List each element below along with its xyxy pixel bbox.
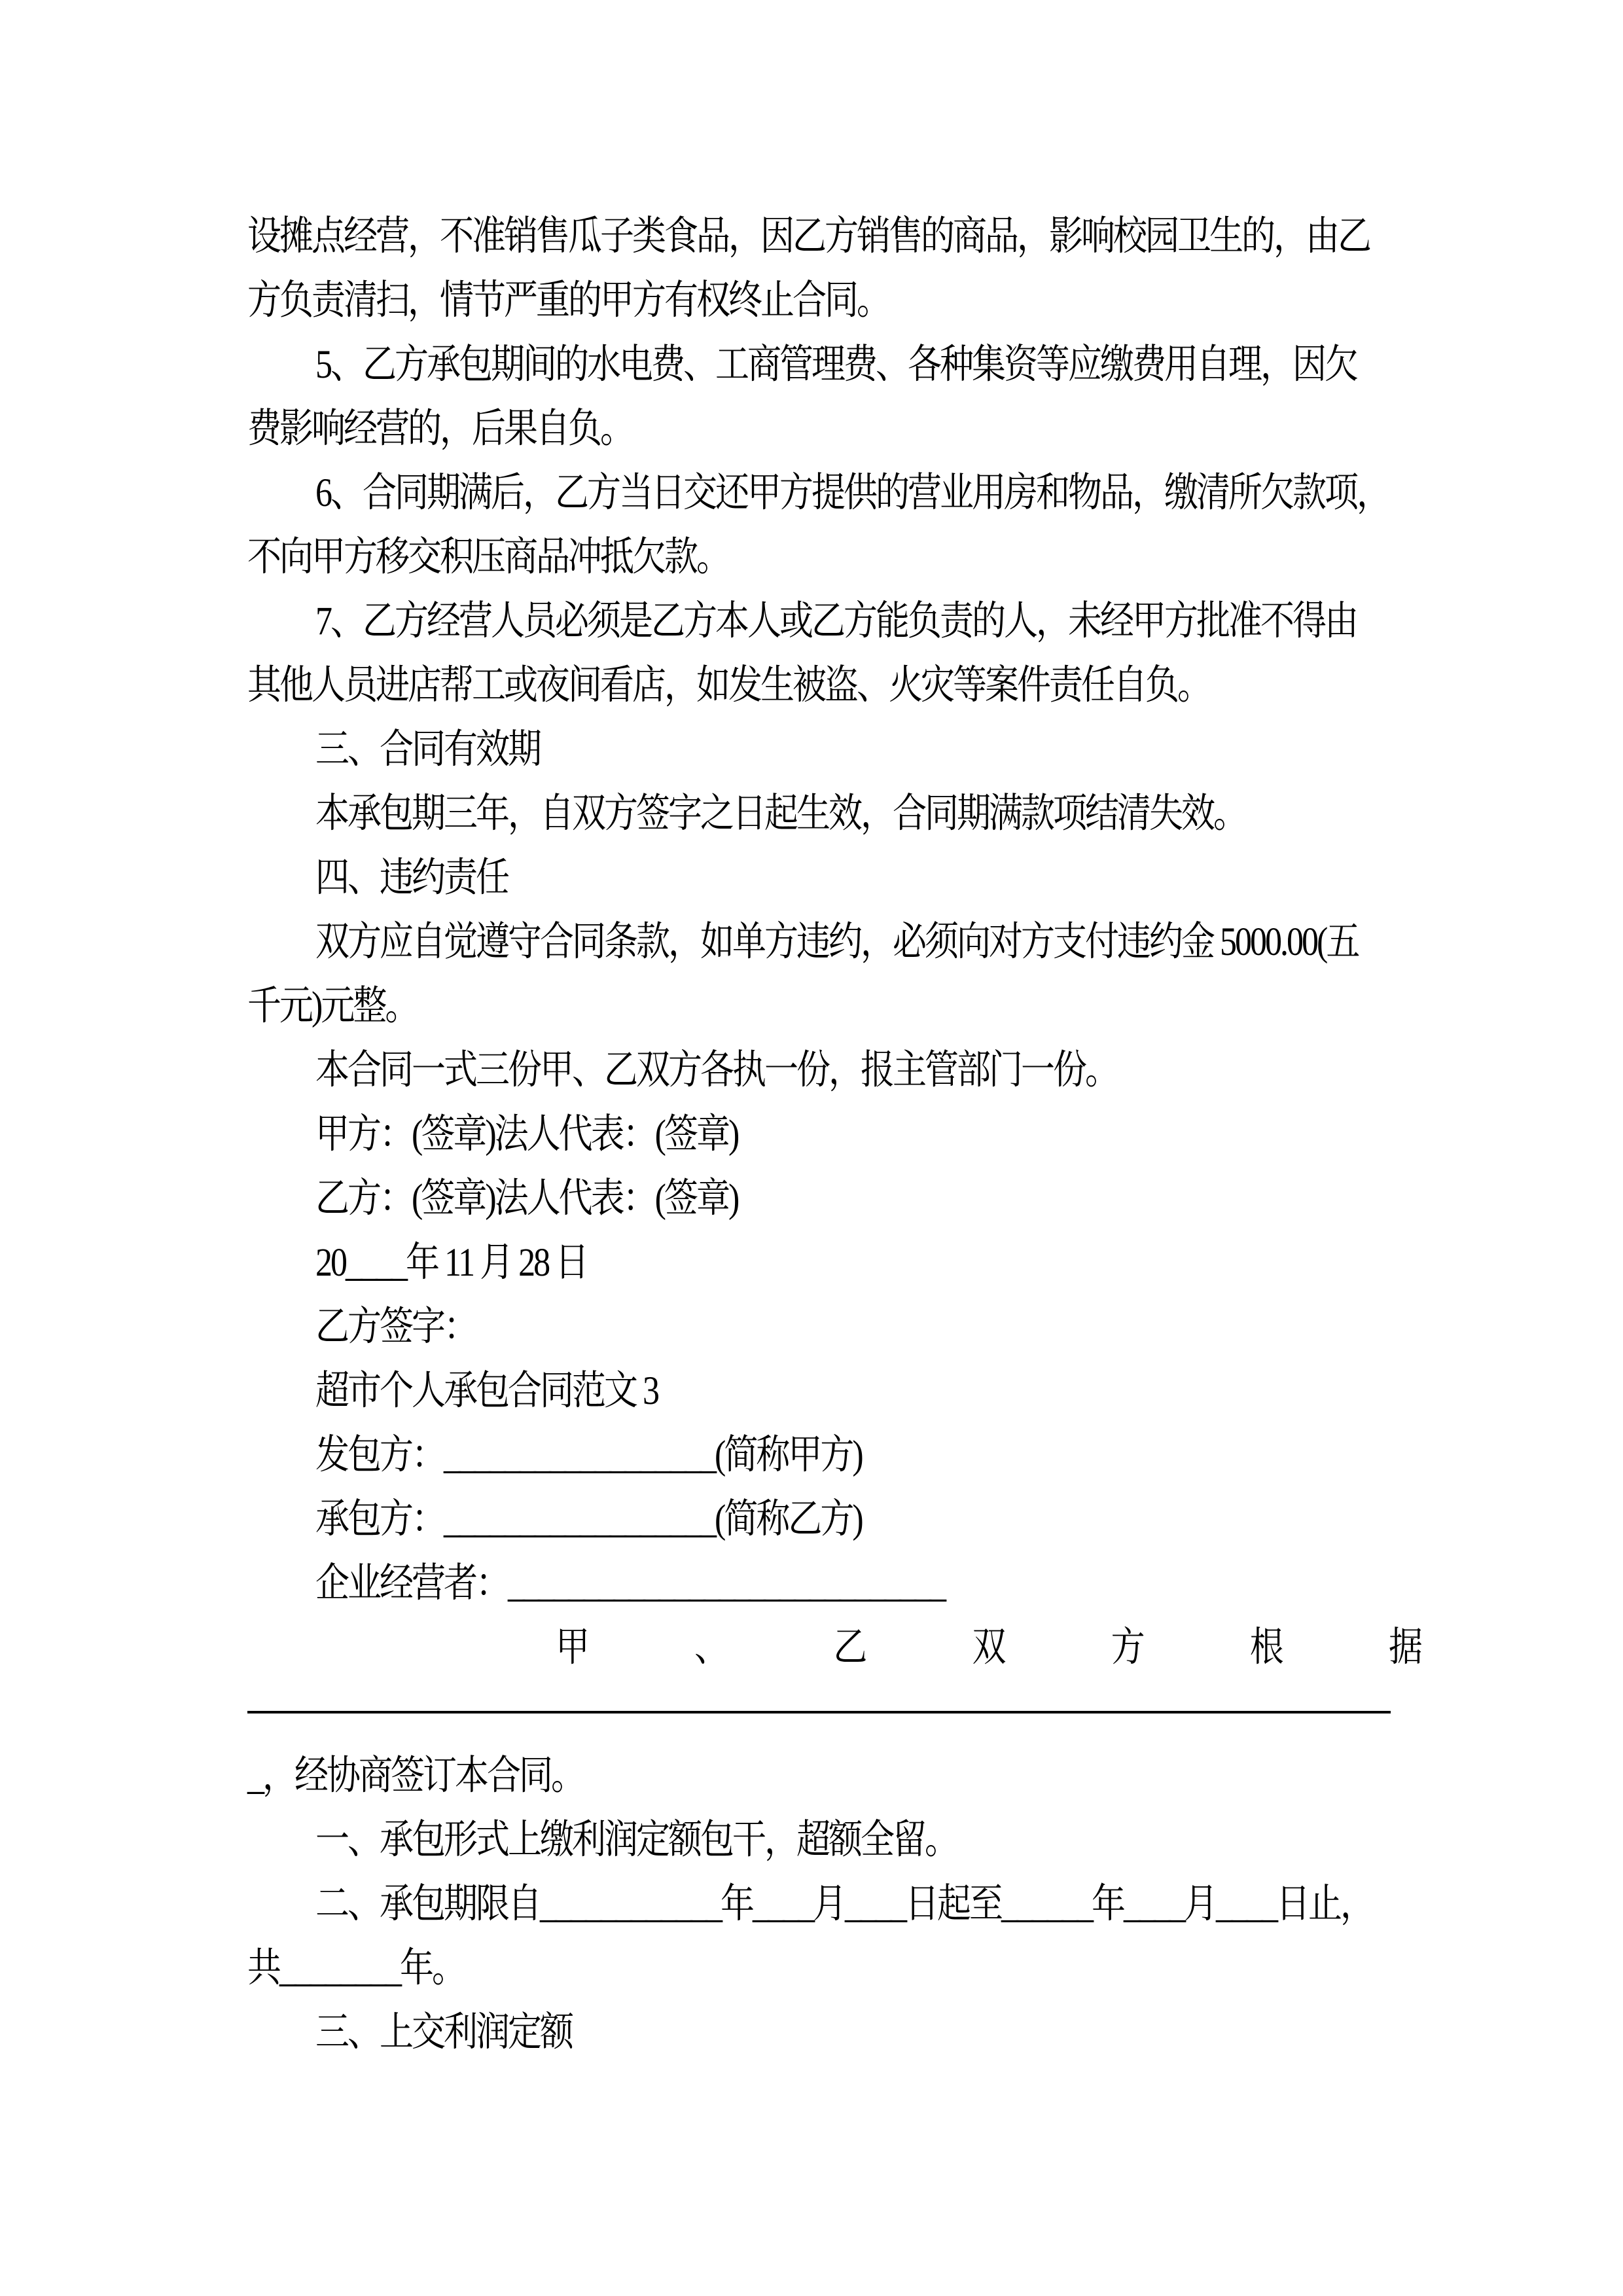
document-line: 千元)元整。 [247, 984, 418, 1029]
spread-char: 方 [1111, 1625, 1145, 1670]
spread-line [556, 1610, 1423, 1686]
spread-char: 据 [1388, 1625, 1423, 1670]
document-line: 5、乙方承包期间的水电费、工商管理费、各种集资等应缴费用自理，因欠 [315, 342, 1357, 387]
spread-char: 乙 [833, 1625, 868, 1670]
document-line-sample-title: 超市个人承包合同范文 3 [315, 1369, 658, 1414]
document-body [247, 205, 1423, 2065]
document-line-party-b-signature: 乙方签字： [315, 1304, 476, 1350]
spread-char: 、 [694, 1625, 729, 1670]
document-line: 四、违约责任 [315, 855, 508, 901]
document-line-operator-blank: 企业经营者：_____________________________ [315, 1561, 945, 1606]
blank-underline-row [247, 1680, 1391, 1744]
document-line-party-b-seal: 乙方：(签章)法人代表：(签章) [315, 1176, 738, 1221]
document-line-contractor-blank: 承包方：__________________(简称乙方) [315, 1497, 862, 1542]
document-line: 7、乙方经营人员必须是乙方本人或乙方能负责的人，未经甲方批准不得由 [315, 599, 1357, 644]
document-line: 方负责清扫，情节严重的甲方有权终止合同。 [247, 278, 889, 323]
spread-char: 双 [972, 1625, 1007, 1670]
document-line: 费影响经营的，后果自负。 [247, 406, 633, 452]
document-line: 本承包期三年，自双方签字之日起生效，合同期满款项结清失效。 [315, 791, 1246, 836]
document-line-party-a-seal: 甲方：(签章)法人代表：(签章) [315, 1112, 738, 1157]
document-line: 本合同一式三份甲、乙双方各执一份，报主管部门一份。 [315, 1048, 1118, 1093]
spread-char: 根 [1249, 1625, 1284, 1670]
document-line: 双方应自觉遵守合同条款，如单方违约，必须向对方支付违约金 5000.00(五 [315, 920, 1359, 965]
document-line-date: 20____年 11 月 28 日 [315, 1240, 588, 1285]
document-line: 三、上交利润定额 [315, 2010, 573, 2055]
document-line-years-blank: 共________年。 [247, 1946, 465, 1991]
document-line: 三、合同有效期 [315, 727, 541, 772]
document-line-employer-blank: 发包方：__________________(简称甲方) [315, 1433, 862, 1478]
document-line: 设摊点经营，不准销售瓜子类食品，因乙方销售的商品，影响校园卫生的，由乙 [247, 214, 1370, 259]
document-line: 不向甲方移交积压商品冲抵欠款。 [247, 535, 729, 580]
document-line-term-blank: 二、承包期限自____________年____月____日起至______年____月____日止， [315, 1882, 1373, 1927]
document-line: 6、合同期满后，乙方当日交还甲方提供的营业用房和物品，缴清所欠款项， [315, 471, 1389, 516]
spread-char: 甲 [556, 1625, 590, 1670]
document-line: 其他人员进店帮工或夜间看店，如发生被盗、火灾等案件责任自负。 [247, 663, 1210, 708]
document-line: 一、承包形式上缴利润定额包干，超额全留。 [315, 1818, 957, 1863]
document-line: _，经协商签订本合同。 [247, 1753, 584, 1799]
blank-underline-rule [247, 1711, 1391, 1713]
